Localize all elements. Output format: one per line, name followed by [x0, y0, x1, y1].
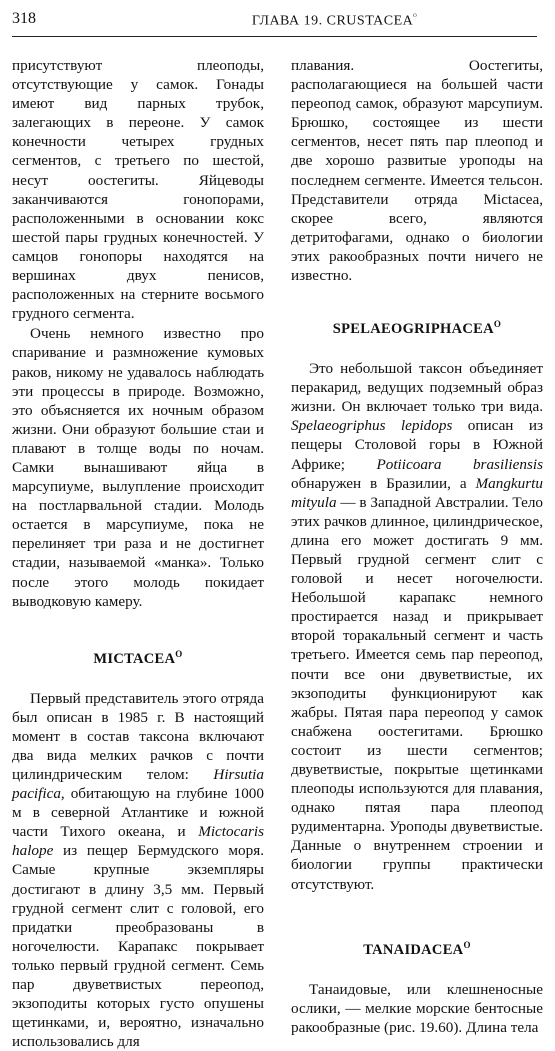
left-paragraph-3: [12, 689, 264, 1051]
species-name: Hirsutia pacifica: [12, 766, 264, 803]
text-run: обнаружен в Бразилии, а: [291, 474, 476, 492]
text-run: описан из пещеры Столовой горы в Южной Африке;: [291, 417, 543, 473]
left-paragraph-1: присутствуют плеоподы, отсутствующие у самок. Гонады имеют вид парных трубок, залегающих в переоне. У самок конечности четырех грудных сегментов, с третьего по шестой, несут оостегиты. Яйцеводы заканчиваются гонопорами, расположенными в основании кокс шестой пары грудных конечностей. У самцов гонопоры находятся на вершинах двух пенисов, расположенных на стерните восьмого грудного сегмента.: [12, 57, 264, 323]
left-paragraph-2: Очень немного известно про спаривание и размножение кумовых раков, никому не удавалось наблюдать эти процессы в природе. Возможно, это объясняется их ночным образом жизни. Они образуют большие стаи и плавают в толще воды по ночам. Самки вынашивают яйца в марсупиуме, вылупление происходит на постларвальной стадии. Молодь остается в марсупиуме, пока не перелиняет три раза и не достигнет стадии, называемой «манка». Только после этого молодь покидает выводковую камеру.: [12, 325, 264, 610]
section-heading-spelaeogriphacea: [291, 315, 543, 339]
section-title: MICTACEA: [93, 650, 176, 667]
section-title: TANAIDACEA: [363, 941, 464, 958]
text-run: из пещер Бермудского моря. Самые крупные экземпляры достигают в длину 3,5 мм. Первый грудной сегмент слит с головой, его придатки преобразованы в ногочелюсти. Карапакс покрывает только первый грудной сегмент. Семь пар двуветвистых переопод, экзоподиты которых густо опушены щетинками, и, вероятно, изначально использовались для: [12, 842, 264, 1051]
right-paragraph-1: плавания. Оостегиты, располагающиеся на большей части переопод самок, образуют марсупиум. Брюшко, состоящее из шести сегментов, несет пять пар плеопод и две хорошо развитые уроподы на последнем сегменте. Имеется тельсон. Представители отряда Mictacea, скорее всего, являются детритофагами, однако о биологии этих ракообразных почти ничего не известно.: [291, 57, 543, 285]
section-superscript: O: [175, 648, 183, 659]
right-paragraph-3: Танаидовые, или клешненосные ослики, — мелкие морские бентосные ракообразные (рис. 19.60). Длина тела: [291, 980, 543, 1036]
species-name: Potiicoara brasiliensis: [376, 455, 543, 473]
section-mark-icon: ᴼ: [413, 12, 418, 21]
text-run: Первый представитель этого отряда был описан в 1985 г. В настоящий момент в состав таксона включают два вида мелких рачков с почти цилиндрическим телом:: [12, 689, 264, 784]
text-run: — в Западной Австралии. Тело этих рачков длинное, цилиндрическое, длина его может достигать 9 мм. Первый грудной сегмент слит с головой и несет ногочелюсти. Небольшой карапакс немного простирается назад и прикрывает второй торакальный сегмент и часть третьего. Имеется семь пар переопод, почти все они двуветвистые, их экзоподиты функционируют как жабры. Пятая пара переопод у самок снабжена оостегитами. Брюшко состоит из шести сегментов; двуветвистые, покрытые щетинками плеоподы используются для плавания, однако пятая пара плеопод рудиментарна. Уроподы двуветвистые. Данные о внутреннем строении и биологии группы практически отсутствуют.: [291, 493, 543, 893]
running-title-text: ГЛАВА 19. CRUSTACEA: [251, 13, 414, 29]
right-column: [291, 56, 543, 1037]
text-run: , обитающую на глубине 1000 м в северной Атлантике и южной части Тихого океана, и: [12, 785, 264, 841]
species-name: Spelaeogriphus lepidops: [291, 417, 453, 435]
page-number: 318: [12, 10, 36, 27]
section-title: SPELAEOGRIPHACEA: [332, 320, 494, 337]
species-name: Mangkurtu mityula: [291, 474, 543, 511]
section-heading-mictacea: [12, 645, 264, 669]
left-column: [12, 56, 264, 1051]
running-title: [132, 12, 537, 30]
text-run: Это небольшой таксон объединяет перакарид, ведущих подземный образ жизни. Он включает только три вида.: [291, 360, 543, 416]
section-superscript: O: [463, 939, 471, 950]
species-name: Mictocaris halope: [12, 823, 264, 860]
section-heading-tanaidacea: [291, 936, 543, 960]
right-paragraph-2: [291, 359, 543, 894]
page-header: [12, 8, 537, 37]
section-superscript: O: [493, 319, 502, 330]
